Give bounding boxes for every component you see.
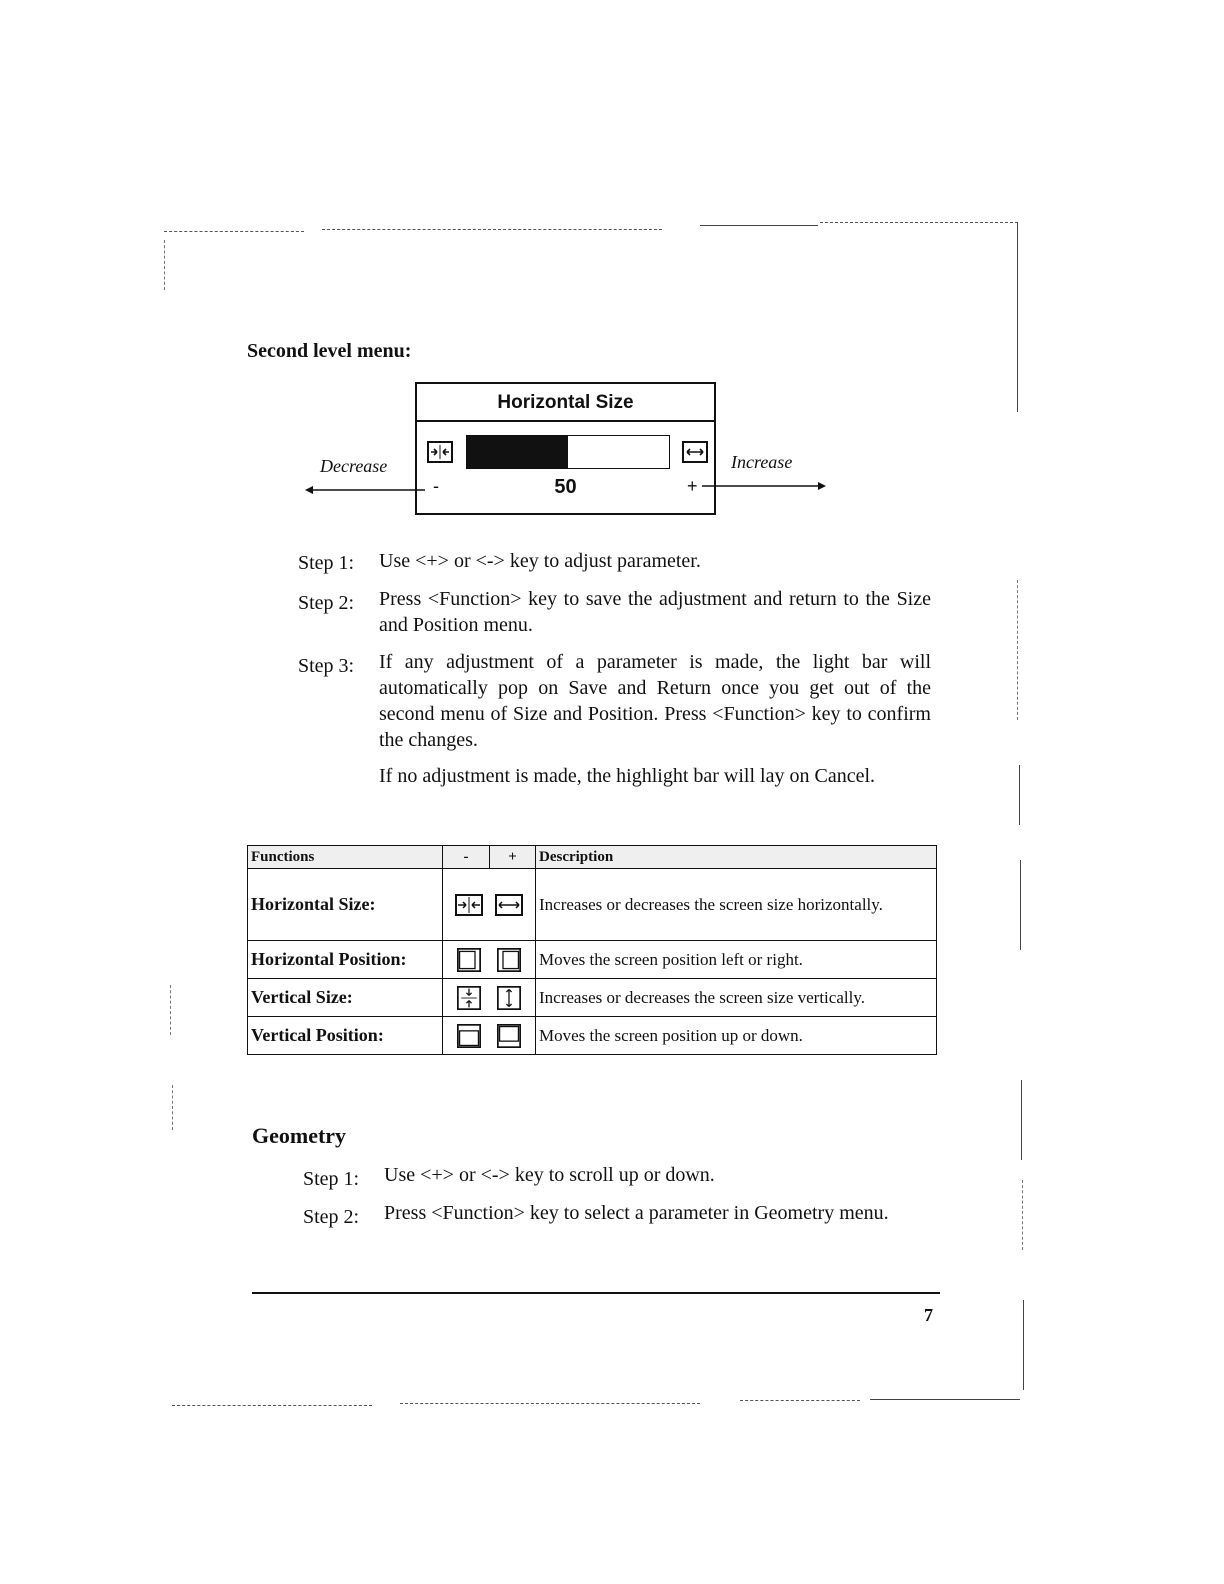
icon-cell	[443, 869, 536, 941]
function-description: Moves the screen position up or down.	[536, 1017, 937, 1055]
minus-sign: -	[433, 476, 439, 496]
cancel-note: If no adjustment is made, the highlight bar will lay on Cancel.	[379, 765, 876, 787]
function-description: Increases or decreases the screen size vertically.	[536, 979, 937, 1017]
shift-up-icon	[495, 1024, 523, 1048]
section-heading-geometry: Geometry	[252, 1123, 347, 1148]
osd-value: 50	[554, 476, 577, 498]
increase-arrow-icon	[700, 478, 828, 494]
section-heading-second-level: Second level menu:	[247, 340, 412, 362]
function-description: Moves the screen position left or right.	[536, 941, 937, 979]
decrease-arrow-icon	[305, 482, 427, 498]
step-1-label: Step 1:	[298, 552, 355, 574]
level-bar	[466, 435, 670, 469]
shift-left-icon	[455, 948, 483, 972]
level-bar-fill	[467, 436, 568, 468]
geometry-step-1-text: Use <+> or <-> key to scroll up or down.	[384, 1164, 715, 1186]
header-functions: Functions	[248, 846, 443, 869]
table-row	[248, 1017, 937, 1055]
step-2-text: Press <Function> key to save the adjustment and return to the Size and Position menu.	[379, 588, 931, 636]
shift-right-icon	[495, 948, 523, 972]
step-2-label: Step 2:	[298, 592, 355, 614]
function-name: Vertical Size:	[248, 979, 443, 1017]
shrink-horizontal-icon	[427, 441, 453, 463]
function-description: Increases or decreases the screen size horizontally.	[536, 869, 937, 941]
function-name: Horizontal Position:	[248, 941, 443, 979]
expand-vertical-icon	[495, 986, 523, 1010]
page-number: 7	[924, 1305, 933, 1325]
header-description: Description	[536, 846, 937, 869]
geometry-step-2-label: Step 2:	[303, 1206, 360, 1228]
function-name: Vertical Position:	[248, 1017, 443, 1055]
icon-cell	[443, 979, 536, 1017]
geometry-step-1-label: Step 1:	[303, 1168, 360, 1190]
table-row	[248, 869, 937, 941]
osd-title: Horizontal Size	[417, 384, 714, 422]
step-1-text: Use <+> or <-> key to adjust parameter.	[379, 550, 701, 572]
expand-horizontal-icon	[682, 441, 708, 463]
geometry-step-2-text: Press <Function> key to select a parameter in Geometry menu.	[384, 1202, 889, 1224]
icon-cell	[443, 941, 536, 979]
footer-rule	[252, 1292, 940, 1294]
decrease-label: Decrease	[320, 456, 388, 476]
step-3-label: Step 3:	[298, 655, 355, 677]
table-header-row	[248, 846, 937, 869]
header-plus: +	[490, 846, 536, 869]
icon-cell	[443, 1017, 536, 1055]
increase-label: Increase	[731, 452, 793, 472]
function-name: Horizontal Size:	[248, 869, 443, 941]
table-row	[248, 979, 937, 1017]
osd-window	[415, 382, 716, 515]
expand-horizontal-icon	[495, 893, 523, 917]
shrink-horizontal-icon	[455, 893, 483, 917]
plus-sign: +	[687, 476, 698, 496]
shrink-vertical-icon	[455, 986, 483, 1010]
shift-down-icon	[455, 1024, 483, 1048]
header-minus: -	[443, 846, 490, 869]
functions-table	[247, 845, 937, 1055]
table-row	[248, 941, 937, 979]
step-3-text: If any adjustment of a parameter is made, the light bar will automatically pop on Save and Return once you get out of the second menu of Size and Position. Press <Function> key to confirm the changes.	[379, 651, 931, 751]
